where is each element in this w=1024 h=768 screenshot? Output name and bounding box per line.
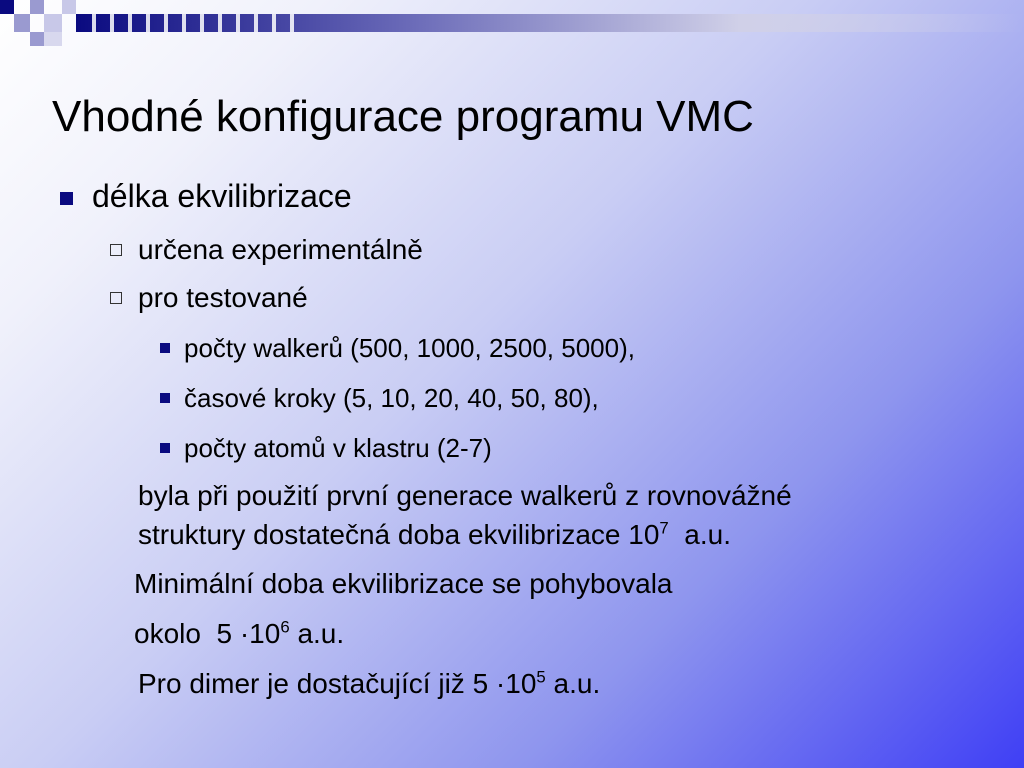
exponent: 5 bbox=[536, 667, 546, 687]
exponent: 7 bbox=[659, 518, 669, 538]
deco-square bbox=[44, 32, 62, 46]
bar-stripe bbox=[146, 14, 150, 32]
bullet-square-icon bbox=[60, 192, 73, 205]
bullet-square-icon bbox=[160, 393, 170, 403]
paragraph-text: okolo 5 ·10 bbox=[134, 618, 281, 649]
deco-square bbox=[14, 14, 30, 32]
unit-text: a.u. bbox=[289, 618, 345, 649]
paragraph-text: struktury dostatečná doba ekvilibrizace 10 bbox=[138, 519, 660, 550]
bullet-level1: délka ekvilibrizace bbox=[92, 178, 352, 214]
bar-stripe bbox=[236, 14, 240, 32]
deco-square bbox=[44, 14, 62, 32]
bar-stripe bbox=[218, 14, 222, 32]
bar-stripe bbox=[290, 14, 294, 32]
bar-stripe bbox=[92, 14, 96, 32]
bullet-square-icon bbox=[160, 343, 170, 353]
bar-stripe bbox=[182, 14, 186, 32]
deco-square bbox=[62, 0, 76, 14]
bullet-level3: počty atomů v klastru (2-7) bbox=[184, 433, 492, 463]
deco-square bbox=[0, 0, 14, 14]
bullet-level2: pro testované bbox=[138, 282, 308, 313]
bar-stripe bbox=[110, 14, 114, 32]
unit-text: a.u. bbox=[668, 519, 731, 550]
bar-stripe bbox=[254, 14, 258, 32]
paragraph-line bbox=[138, 668, 600, 700]
unit-text: a.u. bbox=[545, 668, 601, 699]
bar-stripe bbox=[200, 14, 204, 32]
bullet-level3: časové kroky (5, 10, 20, 40, 50, 80), bbox=[184, 383, 599, 413]
paragraph-line bbox=[138, 519, 731, 551]
paragraph-line: byla při použití první generace walkerů z rovnovážné bbox=[138, 480, 792, 511]
exponent: 6 bbox=[280, 617, 290, 637]
deco-square bbox=[30, 32, 44, 46]
bullet-hollow-square-icon bbox=[110, 244, 122, 256]
paragraph-text: Pro dimer je dostačující již 5 ·10 bbox=[138, 668, 537, 699]
header-decoration bbox=[0, 0, 1024, 50]
bullet-hollow-square-icon bbox=[110, 292, 122, 304]
paragraph-line: Minimální doba ekvilibrizace se pohybovala bbox=[134, 568, 673, 599]
bullet-level2: určena experimentálně bbox=[138, 234, 423, 265]
bullet-square-icon bbox=[160, 443, 170, 453]
bar-stripe bbox=[128, 14, 132, 32]
deco-square bbox=[30, 0, 44, 14]
bar-stripe bbox=[272, 14, 276, 32]
slide-title: Vhodné konfigurace programu VMC bbox=[52, 92, 754, 141]
bar-stripe bbox=[164, 14, 168, 32]
paragraph-line bbox=[134, 618, 344, 650]
bullet-level3: počty walkerů (500, 1000, 2500, 5000), bbox=[184, 333, 635, 363]
